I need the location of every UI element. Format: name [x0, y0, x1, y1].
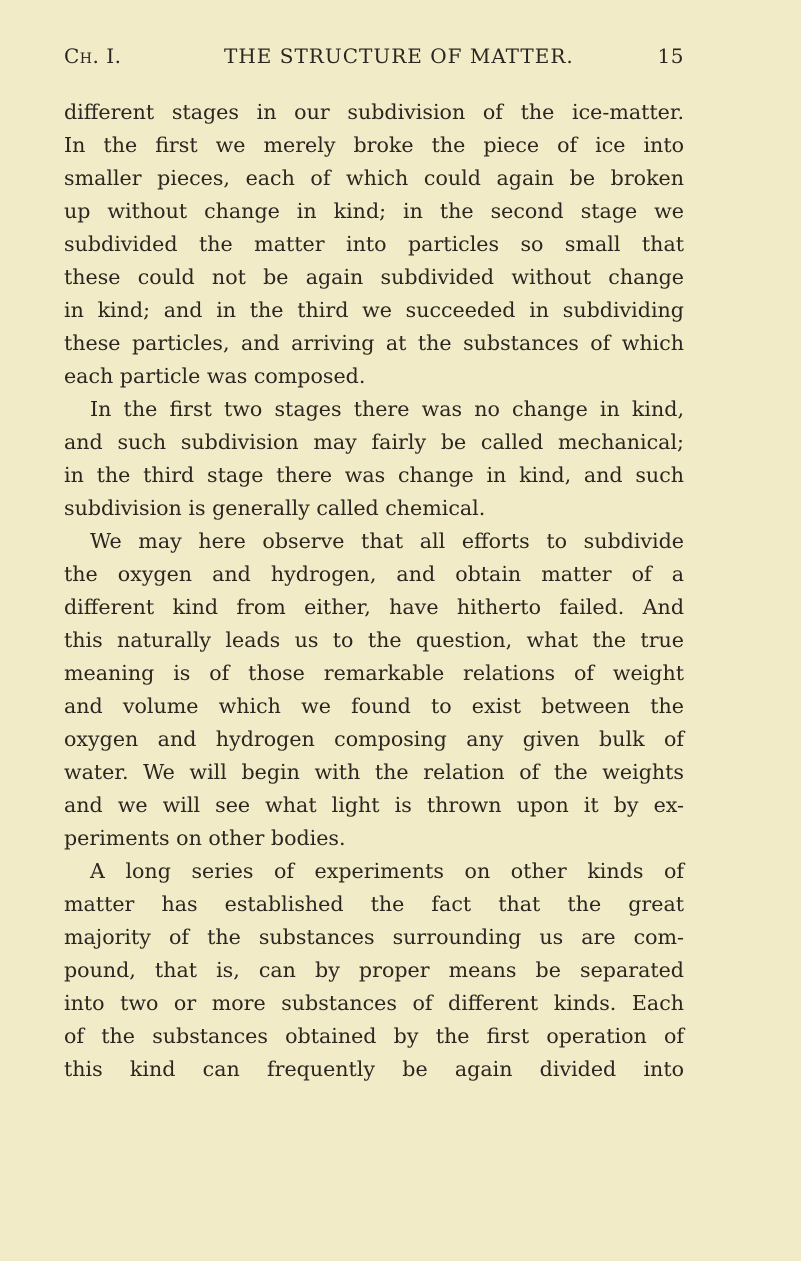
body-text [64, 96, 684, 1086]
text-line: this naturally leads us to the question, what the true [64, 628, 684, 652]
text-line: different kind from either, have hitherto failed. And [64, 595, 684, 619]
text-line: oxygen and hydrogen composing any given bulk of [64, 727, 684, 751]
text-line: up without change in kind; in the second stage we [64, 199, 684, 223]
text-line: into two or more substances of different kinds. Each [64, 991, 684, 1015]
text-line: subdivision is generally called chemical. [64, 496, 486, 520]
text-line: water. We will begin with the relation of the weights [64, 760, 684, 784]
text-line: A long series of experiments on other kinds of [90, 859, 684, 883]
text-line: smaller pieces, each of which could again be broken [64, 166, 684, 190]
text-line: this kind can frequently be again divided into [64, 1057, 684, 1081]
page-number: 15 [657, 44, 684, 68]
text-line: in the third stage there was change in kind, and such [64, 463, 684, 487]
text-line: in kind; and in the third we succeeded in subdividing [64, 298, 684, 322]
text-line: subdivided the matter into particles so small that [64, 232, 684, 256]
chapter-label: Ch. I. [64, 44, 122, 68]
text-line: pound, that is, can by proper means be separated [64, 958, 684, 982]
text-line: We may here observe that all efforts to subdivide [90, 529, 684, 553]
text-line: and such subdivision may fairly be called mechanical; [64, 430, 684, 454]
text-line: In the first we merely broke the piece of ice into [64, 133, 684, 157]
text-line: meaning is of those remarkable relations of weight [64, 661, 684, 685]
text-line: majority of the substances surrounding us are com- [64, 925, 684, 949]
running-title: THE STRUCTURE OF MATTER. [224, 44, 574, 68]
text-line: the oxygen and hydrogen, and obtain matter of a [64, 562, 684, 586]
text-line: each particle was composed. [64, 364, 366, 388]
text-line: periments on other bodies. [64, 826, 346, 850]
running-header [64, 44, 684, 74]
text-line: In the first two stages there was no change in kind, [90, 397, 684, 421]
text-line: different stages in our subdivision of the ice-matter. [64, 100, 684, 124]
text-line: of the substances obtained by the first operation of [64, 1024, 684, 1048]
text-line: matter has established the fact that the great [64, 892, 684, 916]
text-line: and volume which we found to exist between the [64, 694, 684, 718]
text-line: and we will see what light is thrown upon it by ex- [64, 793, 684, 817]
text-line: these could not be again subdivided without change [64, 265, 684, 289]
text-line: these particles, and arriving at the substances of which [64, 331, 684, 355]
